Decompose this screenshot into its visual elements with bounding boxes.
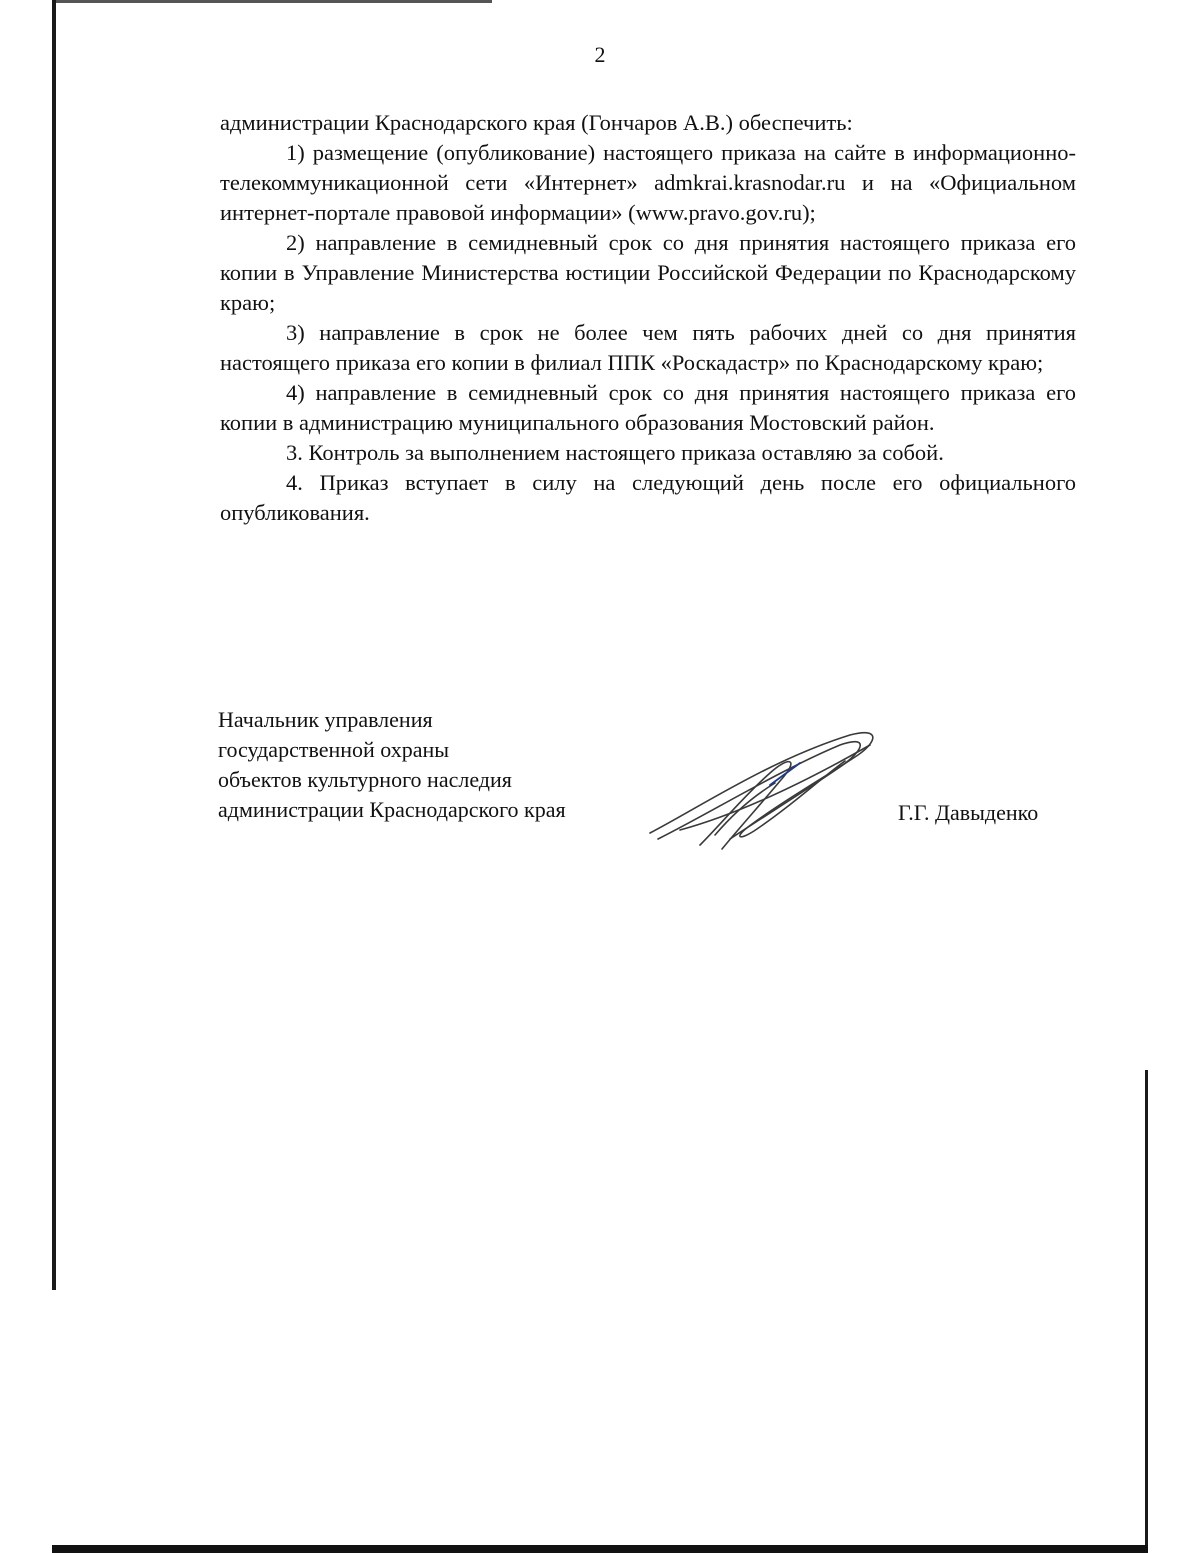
paragraph-item-3: 3) направление в срок не более чем пять рабочих дней со дня принятия настоящего приказа его копии в филиал ППК «Роскадастр» по Краснодарскому краю; <box>220 320 1076 375</box>
paragraph-item-4: 4) направление в семидневный срок со дня принятия настоящего приказа его копии в администрацию муниципального образования Мостовский район. <box>220 380 1076 435</box>
signatory-position-line: администрации Краснодарского края <box>218 797 566 822</box>
scan-edge-bottom <box>52 1545 1148 1553</box>
signatory-position-line: Начальник управления <box>218 707 433 732</box>
paragraph-clause-3: 3. Контроль за выполнением настоящего приказа оставляю за собой. <box>286 440 944 465</box>
paragraph-continuation: администрации Краснодарского края (Гончаров А.В.) обеспечить: <box>220 110 853 135</box>
handwritten-signature <box>640 715 890 860</box>
scan-edge-top <box>52 0 492 3</box>
paragraph-item-1: 1) размещение (опубликование) настоящего приказа на сайте в информационно-телекоммуникационной сети «Интернет» admkrai.krasnodar.ru и на «Официальном интернет-портале правовой информации» (www.pravo.gov.ru); <box>220 140 1076 225</box>
page-number: 2 <box>594 42 606 67</box>
document-body <box>220 108 1076 528</box>
signatory-position-line: объектов культурного наследия <box>218 767 512 792</box>
paragraph-clause-4: 4. Приказ вступает в силу на следующий день после его официального опубликования. <box>220 470 1076 525</box>
signatory-position-line: государственной охраны <box>218 737 450 762</box>
scan-edge-left <box>52 0 56 1290</box>
signatory-position <box>218 705 566 825</box>
paragraph-item-2: 2) направление в семидневный срок со дня принятия настоящего приказа его копии в Управление Министерства юстиции Российской Федерации по Краснодарскому краю; <box>220 230 1076 315</box>
signatory-name: Г.Г. Давыденко <box>898 800 1039 825</box>
scan-edge-right <box>1145 1070 1148 1553</box>
